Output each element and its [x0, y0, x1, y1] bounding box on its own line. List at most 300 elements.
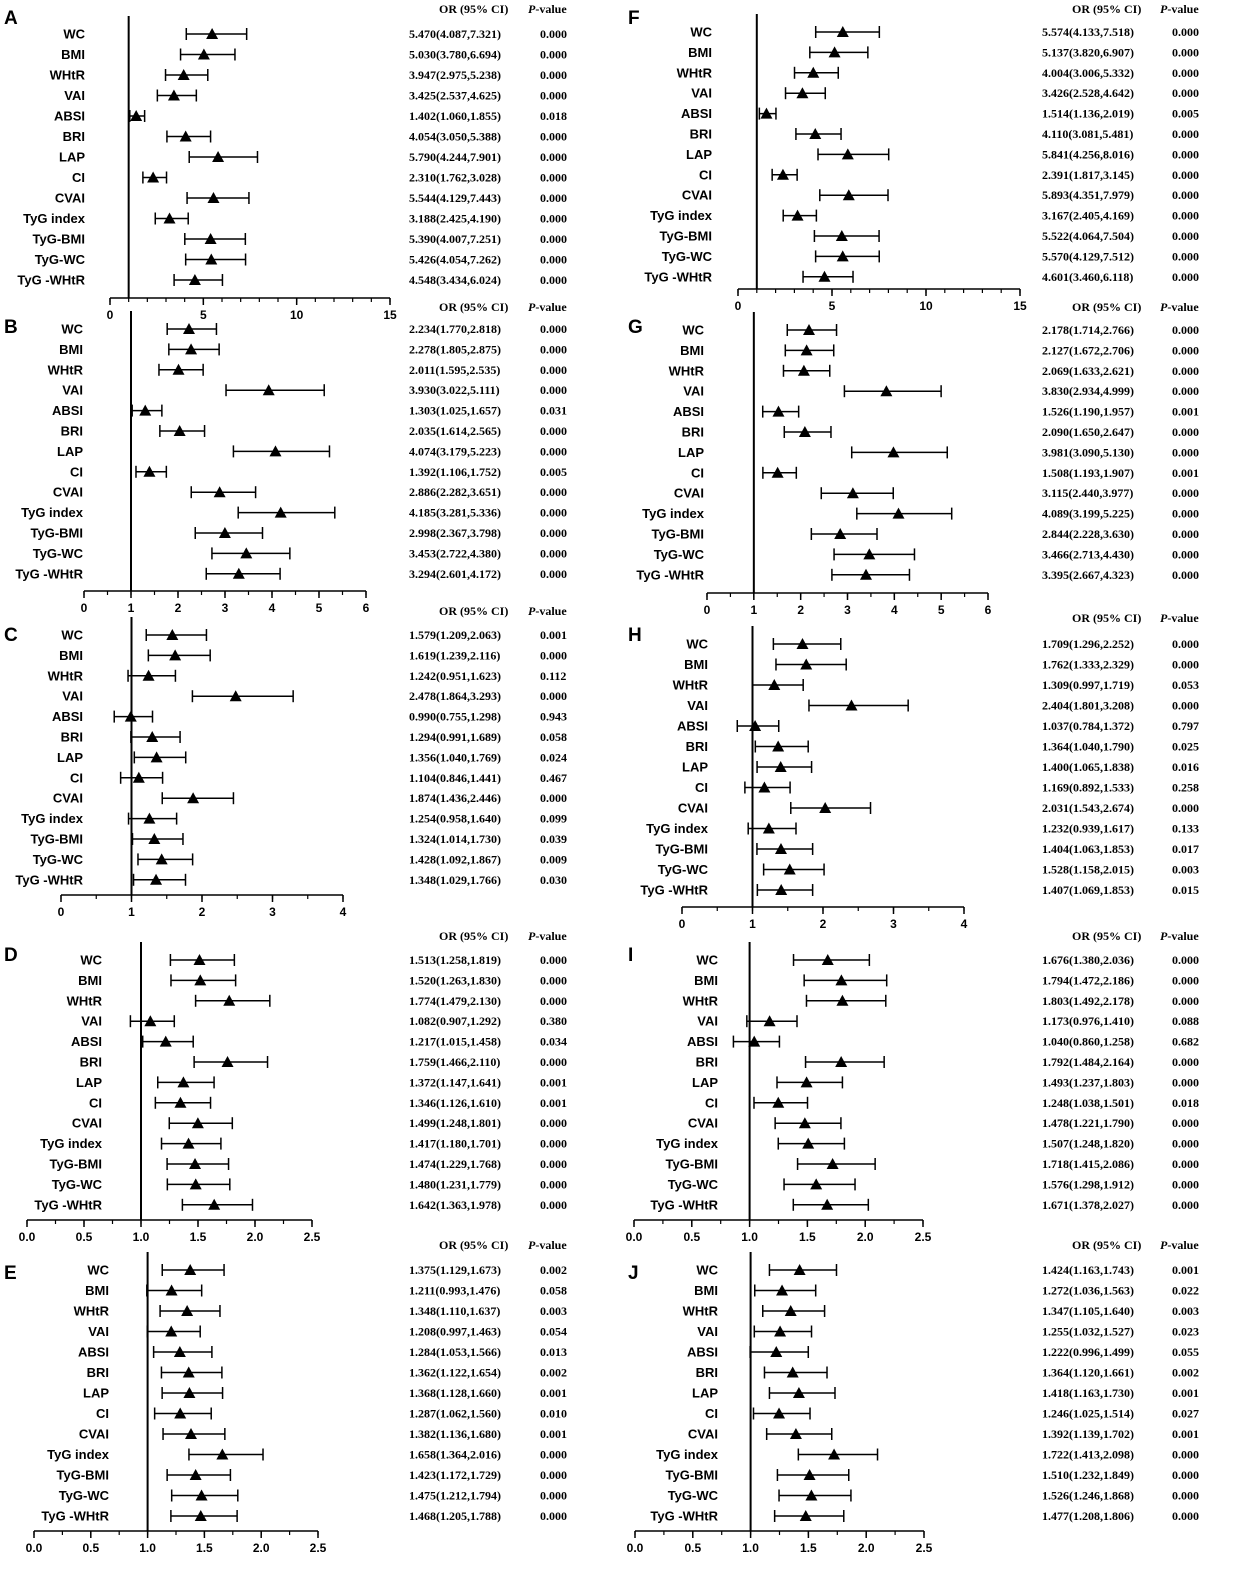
row-label: TyG-BMI	[30, 525, 83, 541]
row-label: TyG-BMI	[655, 841, 708, 857]
p-value: 0.000	[1172, 229, 1199, 243]
x-tick-label: 0.5	[683, 1230, 701, 1244]
panel-g	[628, 300, 1199, 617]
panel-b	[4, 300, 567, 615]
or-ci-value: 2.404(1.801,3.208)	[1042, 698, 1134, 713]
row-label: VAI	[697, 1013, 718, 1029]
or-ci-value: 2.234(1.770,2.818)	[409, 322, 501, 336]
or-ci-value: 3.188(2.425,4.190)	[409, 211, 501, 226]
or-ci-value: 4.110(3.081,5.481)	[1042, 127, 1134, 141]
row-label: LAP	[682, 759, 708, 775]
or-ci-value: 2.278(1.805,2.875)	[409, 342, 501, 357]
row-label: LAP	[692, 1074, 718, 1090]
p-value: 0.001	[1172, 1427, 1199, 1441]
x-tick-label: 5	[315, 601, 323, 615]
or-ci-value: 1.722(1.413,2.098)	[1042, 1447, 1134, 1462]
or-ci-value: 5.893(4.351,7.979)	[1042, 188, 1134, 203]
row-label: TyG index	[656, 1447, 718, 1462]
or-ci-value: 1.402(1.060,1.855)	[409, 109, 501, 123]
or-ci-value: 1.513(1.258,1.819)	[409, 953, 501, 967]
panel-letter: I	[628, 945, 634, 966]
or-ci-value: 3.167(2.405,4.169)	[1042, 208, 1134, 223]
p-value: 0.000	[540, 322, 567, 336]
p-value: 0.000	[540, 1468, 567, 1482]
row-label: CI	[89, 1095, 102, 1111]
p-value: 0.467	[540, 770, 567, 785]
or-ci-value: 1.173(0.976,1.410)	[1042, 1014, 1134, 1029]
p-value: 0.001	[540, 1075, 567, 1090]
row-label: WC	[61, 321, 83, 337]
x-tick-label: 4	[268, 601, 276, 615]
or-ci-value: 1.417(1.180,1.701)	[409, 1136, 501, 1151]
or-ci-value: 2.478(1.864,3.293)	[409, 689, 501, 704]
or-ci-value: 2.178(1.714,2.766)	[1042, 323, 1134, 337]
p-value: 0.001	[540, 1095, 567, 1110]
panel-a	[4, 2, 567, 322]
x-tick-label: 2.5	[309, 1541, 327, 1555]
row-label: WHtR	[682, 993, 718, 1009]
or-ci-value: 1.619(1.239,2.116)	[409, 648, 501, 663]
p-value: 0.000	[1172, 208, 1199, 223]
or-ci-value: 5.470(4.087,7.321)	[409, 27, 501, 41]
p-value: 0.000	[540, 1509, 567, 1523]
x-tick-label: 1.5	[189, 1230, 207, 1244]
row-label: TyG-BMI	[56, 1467, 109, 1483]
p-value: 0.000	[540, 1055, 567, 1069]
p-value: 0.031	[540, 403, 567, 418]
p-value: 0.000	[540, 526, 567, 540]
x-tick-label: 10	[919, 299, 933, 313]
or-ci-value: 1.874(1.436,2.446)	[409, 791, 501, 806]
p-value: 0.000	[540, 342, 567, 357]
p-value: 0.002	[540, 1365, 567, 1380]
p-value: 0.133	[1172, 821, 1199, 836]
p-value: 0.000	[540, 1157, 567, 1171]
or-ci-value: 1.104(0.846,1.441)	[409, 770, 501, 785]
row-label: TyG index	[23, 211, 85, 226]
or-ci-value: 1.493(1.237,1.803)	[1042, 1075, 1134, 1090]
row-label: WC	[696, 1262, 718, 1278]
or-ci-header: OR (95% CI)	[439, 1238, 509, 1252]
row-label: CI	[96, 1406, 109, 1421]
row-label: LAP	[59, 149, 85, 165]
row-label: TyG -WHtR	[34, 1197, 102, 1213]
or-ci-value: 4.548(3.434,6.024)	[409, 273, 501, 287]
p-value: 0.000	[1172, 973, 1199, 988]
row-label: CVAI	[52, 790, 83, 806]
x-tick-label: 0.5	[82, 1541, 100, 1555]
row-label: WC	[63, 26, 85, 42]
row-label: VAI	[88, 1324, 109, 1339]
row-label: TyG-WC	[32, 545, 83, 561]
p-value: 0.000	[1172, 657, 1199, 672]
x-tick-label: 2.0	[246, 1230, 264, 1244]
or-ci-value: 4.185(3.281,5.336)	[409, 505, 501, 520]
x-tick-label: 15	[1013, 299, 1027, 313]
p-value: 0.039	[540, 832, 567, 846]
or-ci-value: 1.526(1.190,1.957)	[1042, 404, 1134, 419]
or-ci-value: 1.671(1.378,2.027)	[1042, 1197, 1134, 1212]
panel-letter: E	[4, 1263, 17, 1284]
row-label: ABSI	[676, 718, 708, 734]
p-value: 0.001	[1172, 1386, 1199, 1400]
p-value-header: P-value	[1160, 929, 1199, 943]
p-value: 0.000	[540, 953, 567, 967]
p-value: 0.000	[540, 232, 567, 246]
row-label: BMI	[78, 972, 102, 988]
row-label: BRI	[695, 1365, 718, 1380]
p-value: 0.000	[540, 791, 567, 806]
row-label: BRI	[86, 1365, 109, 1380]
row-label: BMI	[59, 341, 83, 357]
or-ci-value: 1.392(1.106,1.752)	[409, 464, 501, 479]
row-label: CI	[72, 170, 85, 185]
row-label: BRI	[79, 1054, 102, 1070]
or-ci-value: 5.030(3.780,6.694)	[409, 47, 501, 62]
p-value: 0.023	[1172, 1324, 1199, 1339]
row-label: TyG-BMI	[32, 231, 85, 247]
panel-letter: H	[628, 625, 642, 646]
row-label: ABSI	[686, 1034, 718, 1050]
x-tick-label: 0	[678, 917, 686, 931]
p-value: 0.017	[1172, 842, 1199, 856]
panel-letter: F	[628, 8, 640, 29]
row-label: WHtR	[66, 993, 102, 1009]
or-ci-value: 3.426(2.528,4.642)	[1042, 86, 1134, 101]
p-value: 0.000	[1172, 1075, 1199, 1090]
row-label: BRI	[60, 423, 83, 439]
p-value-header: P-value	[528, 300, 567, 314]
row-label: LAP	[83, 1385, 109, 1401]
row-label: TyG -WHtR	[636, 567, 704, 583]
row-label: WHtR	[47, 668, 83, 684]
x-tick-label: 1.0	[741, 1230, 758, 1244]
p-value: 0.001	[1172, 404, 1199, 419]
or-ci-header: OR (95% CI)	[439, 2, 509, 16]
or-ci-value: 2.011(1.595,2.535)	[409, 362, 501, 377]
or-ci-value: 1.372(1.147,1.641)	[409, 1075, 501, 1090]
x-tick-label: 5	[937, 603, 945, 617]
p-value: 0.000	[1172, 637, 1199, 651]
or-ci-value: 1.254(0.958,1.640)	[409, 811, 501, 826]
p-value: 0.000	[1172, 343, 1199, 358]
or-ci-value: 1.718(1.415,2.086)	[1042, 1157, 1134, 1171]
row-label: TyG -WHtR	[15, 566, 83, 582]
row-label: TyG index	[47, 1447, 109, 1462]
p-value: 0.000	[540, 689, 567, 704]
x-tick-label: 2.5	[914, 1230, 932, 1244]
p-value: 0.001	[1172, 465, 1199, 480]
x-tick-label: 6	[984, 603, 992, 617]
p-value: 0.000	[1172, 1197, 1199, 1212]
or-ci-value: 1.303(1.025,1.657)	[409, 403, 501, 418]
p-value: 0.000	[1172, 323, 1199, 337]
or-ci-value: 1.676(1.380,2.036)	[1042, 953, 1134, 967]
or-ci-value: 5.390(4.007,7.251)	[409, 232, 501, 246]
p-value: 0.000	[1172, 547, 1199, 562]
or-ci-value: 1.794(1.472,2.186)	[1042, 973, 1134, 988]
or-ci-value: 2.090(1.650,2.647)	[1042, 425, 1134, 439]
p-value: 0.027	[1172, 1406, 1199, 1421]
x-tick-label: 0	[734, 299, 742, 313]
x-tick-label: 0.5	[684, 1541, 702, 1555]
p-value: 0.000	[540, 150, 567, 164]
or-ci-value: 5.426(4.054,7.262)	[409, 252, 501, 267]
x-tick-label: 4	[890, 603, 898, 617]
row-label: CVAI	[52, 484, 83, 500]
p-value: 0.000	[1172, 269, 1199, 284]
row-label: TyG -WHtR	[640, 882, 708, 898]
x-tick-label: 0	[57, 905, 65, 919]
row-label: ABSI	[51, 709, 83, 725]
x-tick-label: 4	[960, 917, 968, 931]
p-value: 0.000	[1172, 1447, 1199, 1462]
or-ci-value: 5.841(4.256,8.016)	[1042, 147, 1134, 162]
p-value: 0.000	[540, 68, 567, 82]
row-label: TyG -WHtR	[644, 269, 712, 285]
panel-d	[4, 929, 567, 1244]
p-value: 0.003	[540, 1304, 567, 1318]
row-label: ABSI	[680, 106, 712, 122]
row-label: TyG-BMI	[665, 1467, 718, 1483]
x-tick-label: 5	[828, 299, 836, 313]
or-ci-value: 2.310(1.762,3.028)	[409, 170, 501, 185]
or-ci-value: 1.428(1.092,1.867)	[409, 852, 501, 867]
panel-c	[4, 604, 567, 919]
row-label: TyG -WHtR	[41, 1508, 109, 1524]
or-ci-value: 1.222(0.996,1.499)	[1042, 1345, 1134, 1359]
row-label: TyG index	[650, 208, 712, 224]
row-label: LAP	[57, 443, 83, 459]
or-ci-value: 1.364(1.040,1.790)	[1042, 739, 1134, 754]
or-ci-value: 5.790(4.244,7.901)	[409, 150, 501, 164]
or-ci-value: 1.468(1.205,1.788)	[409, 1509, 501, 1523]
row-label: BRI	[681, 424, 704, 440]
or-ci-value: 1.658(1.364,2.016)	[409, 1447, 501, 1462]
p-value: 0.000	[540, 973, 567, 988]
panel-i	[626, 929, 1200, 1244]
or-ci-value: 2.031(1.543,2.674)	[1042, 801, 1134, 815]
row-label: TyG index	[21, 811, 83, 827]
p-value: 0.058	[540, 730, 567, 744]
p-value: 0.009	[540, 852, 567, 867]
p-value: 0.018	[540, 109, 567, 123]
or-ci-value: 3.395(2.667,4.323)	[1042, 567, 1134, 582]
p-value: 0.088	[1172, 1014, 1199, 1029]
row-label: TyG-BMI	[30, 831, 83, 847]
or-ci-header: OR (95% CI)	[1072, 1238, 1142, 1252]
row-label: WHtR	[682, 1303, 718, 1319]
x-tick-label: 0	[80, 601, 88, 615]
or-ci-value: 0.990(0.755,1.298)	[409, 709, 501, 724]
row-label: ABSI	[686, 1344, 718, 1360]
x-tick-label: 1	[128, 905, 135, 919]
or-ci-value: 1.477(1.208,1.806)	[1042, 1509, 1134, 1523]
or-ci-value: 1.792(1.484,2.164)	[1042, 1055, 1134, 1069]
p-value: 0.000	[1172, 993, 1199, 1008]
or-ci-value: 1.514(1.136,2.019)	[1042, 106, 1134, 121]
row-label: BRI	[62, 129, 85, 144]
row-label: WHtR	[49, 67, 85, 83]
or-ci-value: 4.074(3.179,5.223)	[409, 444, 501, 459]
row-label: BRI	[60, 729, 83, 745]
p-value: 0.000	[1172, 567, 1199, 582]
x-tick-label: 5	[199, 308, 207, 322]
x-tick-label: 2	[797, 603, 805, 617]
or-ci-value: 3.425(2.537,4.625)	[409, 88, 501, 103]
or-ci-value: 1.510(1.232,1.849)	[1042, 1468, 1134, 1482]
or-ci-value: 3.115(2.440,3.977)	[1042, 486, 1134, 501]
row-label: BMI	[61, 47, 85, 62]
or-ci-header: OR (95% CI)	[439, 604, 509, 618]
p-value: 0.000	[1172, 801, 1199, 815]
or-ci-value: 1.528(1.158,2.015)	[1042, 862, 1134, 877]
row-label: TyG-BMI	[665, 1156, 718, 1172]
row-label: TyG-WC	[667, 1176, 718, 1192]
row-label: WHtR	[676, 65, 712, 81]
or-ci-value: 5.522(4.064,7.504)	[1042, 229, 1134, 243]
row-label: CVAI	[78, 1426, 109, 1442]
or-ci-value: 1.232(0.939,1.617)	[1042, 821, 1134, 836]
or-ci-value: 1.208(0.997,1.463)	[409, 1324, 501, 1339]
or-ci-value: 1.287(1.062,1.560)	[409, 1406, 501, 1421]
x-tick-label: 2.5	[915, 1541, 933, 1555]
p-value: 0.030	[540, 872, 567, 887]
or-ci-value: 1.507(1.248,1.820)	[1042, 1136, 1134, 1151]
p-value: 0.000	[1172, 527, 1199, 541]
p-value: 0.055	[1172, 1345, 1199, 1359]
or-ci-value: 1.762(1.333,2.329)	[1042, 657, 1134, 672]
p-value: 0.000	[1172, 249, 1199, 264]
p-value: 0.000	[540, 383, 567, 398]
or-ci-value: 1.294(0.991,1.689)	[409, 730, 501, 744]
x-tick-label: 0	[703, 603, 711, 617]
row-label: BMI	[59, 647, 83, 663]
row-label: WHtR	[73, 1303, 109, 1319]
or-ci-value: 1.803(1.492,2.178)	[1042, 993, 1134, 1008]
panel-h	[628, 611, 1199, 931]
p-value: 0.000	[1172, 1468, 1199, 1482]
p-value: 0.000	[540, 129, 567, 144]
p-value: 0.000	[1172, 167, 1199, 182]
row-label: VAI	[64, 88, 85, 103]
or-ci-header: OR (95% CI)	[1072, 2, 1142, 16]
or-ci-value: 2.391(1.817,3.145)	[1042, 167, 1134, 182]
row-label: VAI	[62, 688, 83, 704]
or-ci-header: OR (95% CI)	[439, 300, 509, 314]
or-ci-value: 2.035(1.614,2.565)	[409, 424, 501, 438]
or-ci-value: 5.570(4.129,7.512)	[1042, 249, 1134, 264]
or-ci-value: 1.368(1.128,1.660)	[409, 1386, 501, 1400]
x-tick-label: 2	[198, 905, 206, 919]
row-label: VAI	[81, 1013, 102, 1029]
x-tick-label: 3	[221, 601, 229, 615]
p-value: 0.003	[1172, 1304, 1199, 1318]
p-value: 0.000	[1172, 65, 1199, 80]
p-value: 0.682	[1172, 1034, 1199, 1049]
p-value: 0.015	[1172, 883, 1199, 897]
or-ci-value: 1.246(1.025,1.514)	[1042, 1406, 1134, 1421]
row-label: CVAI	[673, 485, 704, 501]
row-label: ABSI	[51, 403, 83, 419]
p-value: 0.000	[540, 505, 567, 520]
p-value: 0.000	[1172, 363, 1199, 378]
or-ci-value: 1.040(0.860,1.258)	[1042, 1034, 1134, 1049]
p-value: 0.000	[1172, 1136, 1199, 1151]
p-value: 0.022	[1172, 1283, 1199, 1298]
p-value-header: P-value	[528, 604, 567, 618]
or-ci-value: 3.453(2.722,4.380)	[409, 546, 501, 561]
row-label: ABSI	[672, 404, 704, 420]
row-label: TyG -WHtR	[650, 1508, 718, 1524]
or-ci-value: 4.004(3.006,5.332)	[1042, 65, 1134, 80]
row-label: TyG-WC	[58, 1488, 109, 1503]
or-ci-value: 1.474(1.229,1.768)	[409, 1157, 501, 1171]
p-value: 0.000	[540, 211, 567, 226]
p-value: 0.000	[540, 1136, 567, 1151]
p-value: 0.000	[540, 47, 567, 62]
row-label: CI	[699, 167, 712, 183]
or-ci-value: 1.478(1.221,1.790)	[1042, 1116, 1134, 1131]
p-value: 0.000	[540, 191, 567, 205]
x-tick-label: 0.0	[18, 1230, 36, 1244]
or-ci-value: 1.424(1.163,1.743)	[1042, 1263, 1134, 1277]
x-tick-label: 1.0	[742, 1541, 759, 1555]
row-label: TyG-BMI	[659, 228, 712, 244]
or-ci-value: 3.466(2.713,4.430)	[1042, 547, 1134, 562]
or-ci-value: 3.981(3.090,5.130)	[1042, 445, 1134, 460]
row-label: WHtR	[668, 363, 704, 379]
row-label: CI	[691, 465, 704, 481]
p-value: 0.000	[1172, 147, 1199, 162]
row-label: WC	[80, 952, 102, 968]
p-value-header: P-value	[528, 1238, 567, 1252]
p-value-header: P-value	[1160, 2, 1199, 16]
row-label: CVAI	[687, 1115, 718, 1131]
x-tick-label: 0.0	[625, 1230, 643, 1244]
x-tick-label: 1	[127, 601, 135, 615]
panel-letter: A	[4, 8, 18, 29]
x-tick-label: 2.0	[857, 1541, 875, 1555]
or-ci-value: 5.574(4.133,7.518)	[1042, 25, 1134, 39]
row-label: TyG-BMI	[49, 1156, 102, 1172]
x-tick-label: 0.5	[75, 1230, 93, 1244]
or-ci-value: 4.054(3.050,5.388)	[409, 129, 501, 144]
or-ci-value: 1.508(1.193,1.907)	[1042, 465, 1134, 480]
or-ci-value: 1.375(1.129,1.673)	[409, 1263, 501, 1277]
row-label: TyG-WC	[51, 1176, 102, 1192]
p-value: 0.013	[540, 1345, 567, 1359]
row-label: TyG-WC	[653, 546, 704, 562]
p-value: 0.000	[540, 1447, 567, 1462]
row-label: WC	[61, 627, 83, 643]
row-label: CI	[70, 464, 83, 480]
row-label: LAP	[678, 444, 704, 460]
row-label: BMI	[85, 1283, 109, 1298]
or-ci-value: 4.601(3.460,6.118)	[1042, 269, 1134, 284]
p-value: 0.010	[540, 1406, 567, 1421]
row-label: ABSI	[70, 1034, 102, 1050]
or-ci-value: 1.407(1.069,1.853)	[1042, 883, 1134, 897]
or-ci-value: 1.392(1.139,1.702)	[1042, 1427, 1134, 1441]
or-ci-value: 5.544(4.129,7.443)	[409, 191, 501, 205]
or-ci-value: 1.423(1.172,1.729)	[409, 1468, 501, 1482]
row-label: CI	[70, 770, 83, 786]
or-ci-value: 1.362(1.122,1.654)	[409, 1365, 501, 1380]
row-label: TyG-WC	[34, 252, 85, 267]
panel-e	[4, 1238, 567, 1555]
p-value: 0.258	[1172, 780, 1199, 795]
